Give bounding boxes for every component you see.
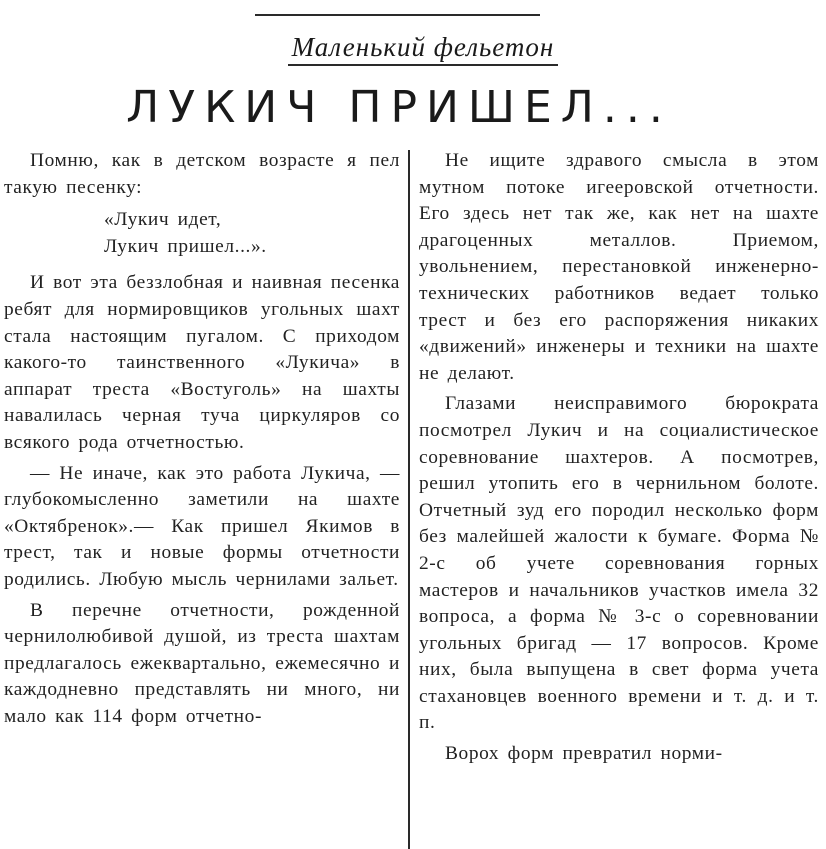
right-column (419, 148, 819, 768)
verse-line-1: «Лукич идет, (104, 209, 222, 231)
right-paragraph-2: Глазами неисправимого бюрократа посмотрел Лукич и на социалистическое соревнование шахтеров. А посмотрев, решил утопить его в чернильном болоте. Отчетный зуд его породил несколько форм без малейшей жалости к бумаге. Форма № 2-с об учете соревнования горных мастеров и начальников участков имела 32 вопроса, а форма № 3-с о соревновании угольных бригад — 17 вопросов. Кроме них, была выпущена в свет форма учета стахановцев военного времени и т. д. и т. п. (419, 393, 819, 734)
kicker-text: Маленький фельетон (288, 30, 559, 66)
left-paragraph-2: И вот эта беззлобная и наивная песенка ребят для нормировщиков угольных шахт стала настоящим пугалом. С приходом какого-то таинственного «Лукича» в аппарат треста «Востуголь» на шахты навалилась черная туча циркуляров со всякого рода отчетностью. (4, 272, 400, 453)
kicker (0, 30, 826, 66)
right-paragraph-1: Не ищите здравого смысла в этом мутном потоке игееровской отчетности. Его здесь нет так же, как нет на шахте драгоценных металлов. Приемом, увольнением, перестановкой инженерно-технических работников ведает только трест и без его распоряжения никаких «движений» инженеры и техники на шахте не делают. (419, 150, 819, 384)
column-divider (408, 150, 410, 849)
headline: ЛУКИЧ ПРИШЕЛ... (126, 82, 672, 133)
verse-block (4, 207, 400, 260)
left-column (4, 148, 400, 730)
left-paragraph-1: Помню, как в детском возрасте я пел такую песенку: (4, 150, 400, 198)
right-paragraph-3: Ворох форм превратил норми- (445, 743, 723, 765)
left-paragraph-4: В перечне отчетности, рожденной чернилолюбивой душой, из треста шахтам предлагалось ежеквартально, ежемесячно и каждодневно представлять ни много, ни мало как 114 форм отчетно- (4, 599, 400, 727)
left-paragraph-3: — Не иначе, как это работа Лукича, — глубокомысленно заметили на шахте «Октябренок».— Как пришел Якимов в трест, так и новые формы отчетности родились. Любую мысль чернилами зальет. (4, 462, 400, 590)
top-rule (255, 14, 540, 16)
verse-line-2: Лукич пришел...». (104, 235, 267, 257)
